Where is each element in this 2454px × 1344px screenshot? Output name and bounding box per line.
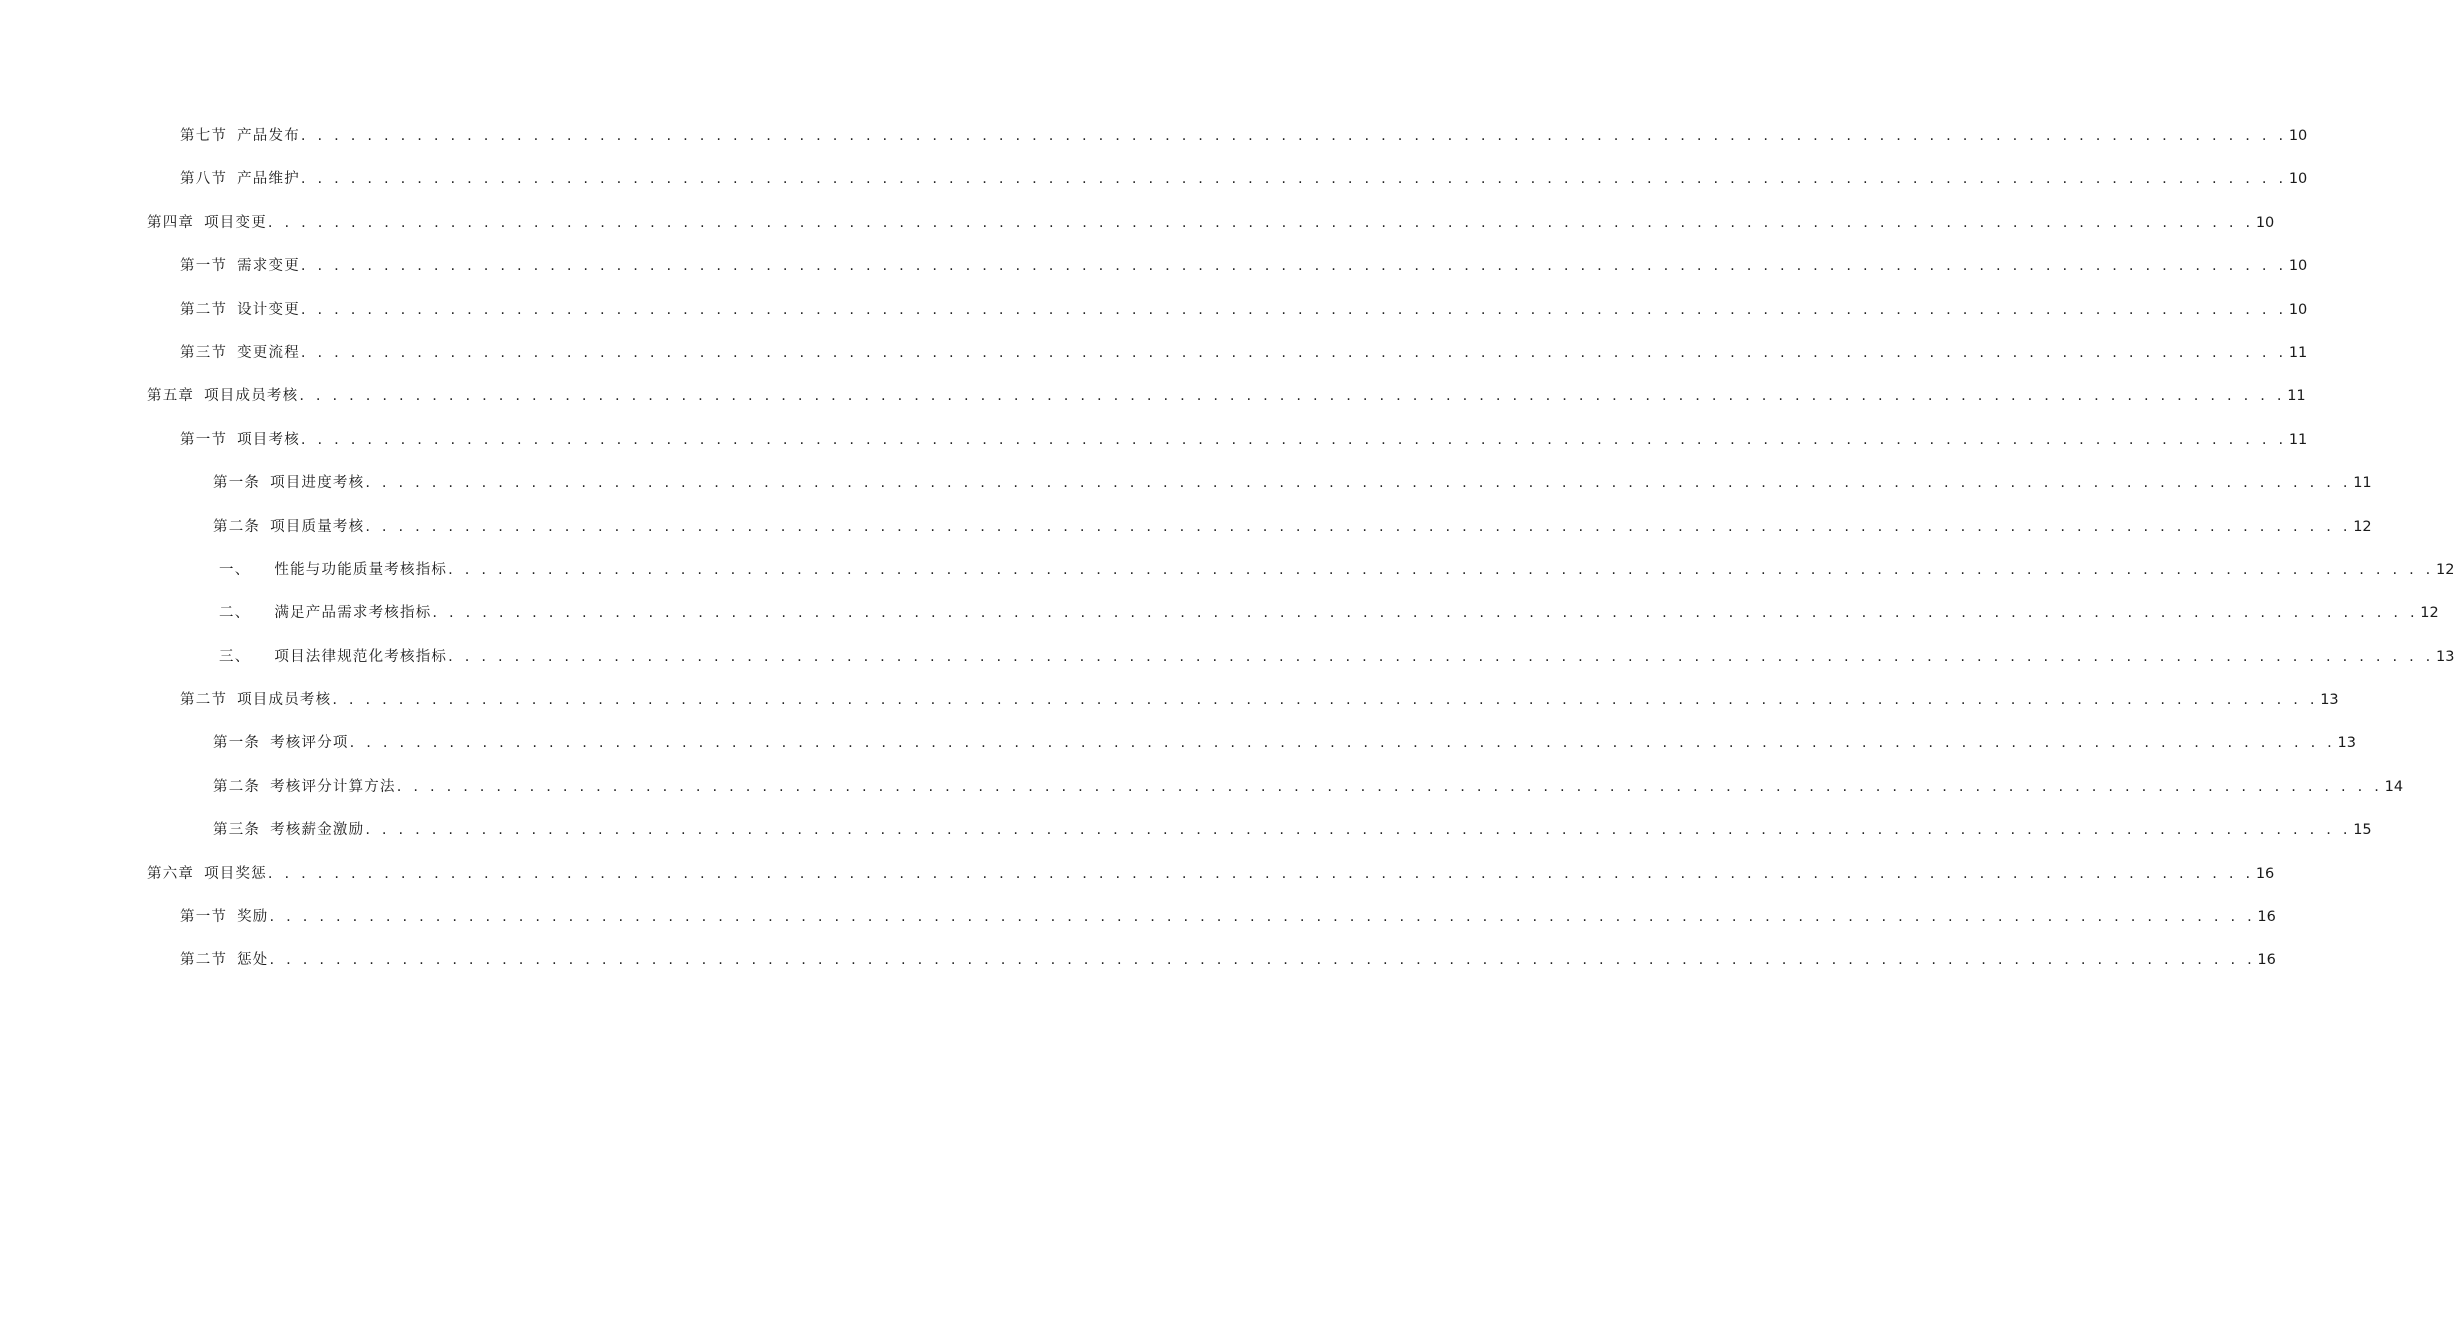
toc-entry-label — [213, 820, 364, 840]
toc-entry-page-number: 10 — [2288, 301, 2308, 318]
toc-entry-number: 第一条 — [213, 735, 261, 752]
toc-entry-label — [147, 386, 298, 406]
toc-entry-label — [180, 430, 300, 450]
toc-dot-leader: . . . . . . . . . . . . . . . . . . . . . . . . . . . . . . . . . . . . . . . . . . . . . . . . . . . . . . . . . . . . . . . . . . . . . . . . . . . . . . . . . . . . . . . . . . . . . . . . . . . . . . . . . . . . . . . . . . . . . . . . — [269, 952, 2256, 969]
toc-entry-title: 考核评分项 — [270, 735, 349, 752]
toc-dot-leader: . . . . . . . . . . . . . . . . . . . . . . . . . . . . . . . . . . . . . . . . . . . . . . . . . . . . . . . . . . . . . . . . . . . . . . . . . . . . . . . . . . . . . . . . . . . . . . . . . . . . . . . . . . . . . . . . . . . . . . . . — [300, 171, 2287, 188]
toc-dot-leader: . . . . . . . . . . . . . . . . . . . . . . . . . . . . . . . . . . . . . . . . . . . . . . . . . . . . . . . . . . . . . . . . . . . . . . . . . . . . . . . . . . . . . . . . . . . . . . . . . . . . . . . . . . . . . . . . . . . . . . . . — [267, 214, 2254, 231]
toc-entry-label — [213, 473, 364, 493]
toc-entry-page-number: 16 — [2255, 865, 2275, 882]
toc-entry-line — [213, 473, 2372, 493]
toc-entry-label — [219, 603, 431, 623]
toc-dot-leader: . . . . . . . . . . . . . . . . . . . . . . . . . . . . . . . . . . . . . . . . . . . . . . . . . . . . . . . . . . . . . . . . . . . . . . . . . . . . . . . . . . . . . . . . . . . . . . . . . . . . . . . . . . . . . . . . . . . . . . . . — [300, 431, 2287, 448]
toc-entry-title: 设计变更 — [237, 301, 300, 318]
toc-entry-title: 惩处 — [237, 952, 269, 969]
toc-entry-number: 第一条 — [213, 475, 261, 492]
toc-dot-leader: . . . . . . . . . . . . . . . . . . . . . . . . . . . . . . . . . . . . . . . . . . . . . . . . . . . . . . . . . . . . . . . . . . . . . . . . . . . . . . . . . . . . . . . . . . . . . . . . . . . . . . . . . . . . . . . . . . . . . . . . — [365, 475, 2352, 492]
toc-entry-line — [180, 690, 2339, 710]
toc-entry-number: 第一节 — [180, 431, 228, 448]
toc-dot-leader: . . . . . . . . . . . . . . . . . . . . . . . . . . . . . . . . . . . . . . . . . . . . . . . . . . . . . . . . . . . . . . . . . . . . . . . . . . . . . . . . . . . . . . . . . . . . . . . . . . . . . . . . . . . . . . . . . . . . . . . . — [300, 128, 2287, 144]
toc-entry-title: 项目成员考核 — [204, 388, 299, 405]
toc-dot-leader: . . . . . . . . . . . . . . . . . . . . . . . . . . . . . . . . . . . . . . . . . . . . . . . . . . . . . . . . . . . . . . . . . . . . . . . . . . . . . . . . . . . . . . . . . . . . . . . . . . . . . . . . . . . . . . . . . . . . . . . . — [300, 301, 2287, 318]
toc-entry-page-number: 13 — [2337, 735, 2356, 752]
toc-entry-line — [147, 386, 2306, 406]
toc-entry-number: 第一节 — [180, 909, 228, 926]
toc-entry[interactable] — [0, 593, 2439, 636]
toc-entry-title: 满足产品需求考核指标 — [274, 605, 432, 622]
toc-entry[interactable] — [0, 854, 2275, 897]
toc-entry-label — [180, 907, 269, 927]
toc-entry[interactable] — [0, 723, 2356, 766]
toc-entry[interactable] — [0, 637, 2454, 680]
toc-entry[interactable] — [0, 420, 2308, 463]
toc-entry-title: 项目变更 — [204, 214, 267, 231]
table-of-contents — [0, 116, 2454, 984]
toc-dot-leader: . . . . . . . . . . . . . . . . . . . . . . . . . . . . . . . . . . . . . . . . . . . . . . . . . . . . . . . . . . . . . . . . . . . . . . . . . . . . . . . . . . . . . . . . . . . . . . . . . . . . . . . . . . . . . . . . . . . . . . . . — [365, 822, 2352, 839]
toc-entry[interactable] — [0, 463, 2372, 506]
toc-entry-title: 项目法律规范化考核指标 — [274, 648, 448, 665]
toc-entry[interactable] — [0, 116, 2308, 159]
toc-entry-line — [180, 430, 2308, 450]
toc-entry[interactable] — [0, 507, 2372, 550]
toc-entry-page-number: 11 — [2353, 475, 2372, 492]
toc-entry-title: 产品维护 — [237, 171, 300, 188]
toc-entry-page-number: 12 — [2436, 561, 2454, 578]
toc-entry-number: 第八节 — [180, 171, 228, 188]
toc-entry-line — [180, 907, 2276, 927]
toc-entry-number: 三、 — [219, 648, 251, 665]
toc-entry-page-number: 10 — [2288, 258, 2308, 275]
toc-entry-line — [219, 647, 2454, 667]
toc-entry[interactable] — [0, 810, 2372, 853]
toc-entry-title: 项目进度考核 — [270, 475, 365, 492]
toc-entry-label — [180, 256, 300, 276]
toc-entry-line — [147, 864, 2275, 884]
toc-entry-line — [213, 820, 2372, 840]
toc-entry[interactable] — [0, 767, 2404, 810]
toc-dot-leader: . . . . . . . . . . . . . . . . . . . . . . . . . . . . . . . . . . . . . . . . . . . . . . . . . . . . . . . . . . . . . . . . . . . . . . . . . . . . . . . . . . . . . . . . . . . . . . . . . . . . . . . . . . . . . . . . . . . . . . . . — [349, 735, 2336, 752]
toc-entry-line — [180, 169, 2308, 189]
toc-entry-page-number: 14 — [2384, 778, 2404, 795]
toc-entry-line — [180, 343, 2308, 363]
toc-entry-number: 第三条 — [213, 822, 261, 839]
toc-entry-line — [147, 213, 2275, 233]
toc-entry-number: 第一节 — [180, 258, 228, 275]
toc-entry-number: 第二条 — [213, 778, 261, 795]
toc-entry-title: 奖励 — [237, 909, 269, 926]
toc-entry-page-number: 12 — [2353, 518, 2372, 535]
toc-entry[interactable] — [0, 680, 2339, 723]
toc-entry-number: 一、 — [219, 561, 251, 578]
toc-entry-page-number: 10 — [2288, 128, 2308, 144]
toc-entry-label — [180, 950, 269, 970]
toc-entry-label — [180, 126, 300, 146]
toc-entry[interactable] — [0, 940, 2276, 983]
toc-dot-leader: . . . . . . . . . . . . . . . . . . . . . . . . . . . . . . . . . . . . . . . . . . . . . . . . . . . . . . . . . . . . . . . . . . . . . . . . . . . . . . . . . . . . . . . . . . . . . . . . . . . . . . . . . . . . . . . . . . . . . . . . — [269, 909, 2256, 926]
toc-entry[interactable] — [0, 290, 2308, 333]
toc-entry-label — [147, 213, 267, 233]
toc-entry-page-number: 16 — [2257, 952, 2276, 969]
toc-entry-line — [219, 603, 2439, 623]
toc-dot-leader: . . . . . . . . . . . . . . . . . . . . . . . . . . . . . . . . . . . . . . . . . . . . . . . . . . . . . . . . . . . . . . . . . . . . . . . . . . . . . . . . . . . . . . . . . . . . . . . . . . . . . . . . . . . . . . . . . . . . . . . . — [448, 648, 2434, 665]
toc-entry-number: 第二条 — [213, 518, 261, 535]
toc-dot-leader: . . . . . . . . . . . . . . . . . . . . . . . . . . . . . . . . . . . . . . . . . . . . . . . . . . . . . . . . . . . . . . . . . . . . . . . . . . . . . . . . . . . . . . . . . . . . . . . . . . . . . . . . . . . . . . . . . . . . . . . . — [300, 258, 2287, 275]
toc-entry-title: 变更流程 — [237, 344, 300, 361]
toc-dot-leader: . . . . . . . . . . . . . . . . . . . . . . . . . . . . . . . . . . . . . . . . . . . . . . . . . . . . . . . . . . . . . . . . . . . . . . . . . . . . . . . . . . . . . . . . . . . . . . . . . . . . . . . . . . . . . . . . . . . . . . . . — [365, 518, 2352, 535]
toc-entry-line — [213, 733, 2356, 753]
toc-dot-leader: . . . . . . . . . . . . . . . . . . . . . . . . . . . . . . . . . . . . . . . . . . . . . . . . . . . . . . . . . . . . . . . . . . . . . . . . . . . . . . . . . . . . . . . . . . . . . . . . . . . . . . . . . . . . . . . . . . . . . . . . — [299, 388, 2286, 405]
toc-entry-page-number: 10 — [2255, 214, 2275, 231]
toc-entry-number: 第四章 — [147, 214, 195, 231]
toc-entry-line — [180, 300, 2308, 320]
toc-entry-title: 考核薪金激励 — [270, 822, 365, 839]
toc-dot-leader: . . . . . . . . . . . . . . . . . . . . . . . . . . . . . . . . . . . . . . . . . . . . . . . . . . . . . . . . . . . . . . . . . . . . . . . . . . . . . . . . . . . . . . . . . . . . . . . . . . . . . . . . . . . . . . . . . . . . . . . . — [332, 692, 2319, 709]
toc-entry-number: 二、 — [219, 605, 251, 622]
toc-entry-title: 项目成员考核 — [237, 692, 332, 709]
toc-dot-leader: . . . . . . . . . . . . . . . . . . . . . . . . . . . . . . . . . . . . . . . . . . . . . . . . . . . . . . . . . . . . . . . . . . . . . . . . . . . . . . . . . . . . . . . . . . . . . . . . . . . . . . . . . . . . . . . . . . . . . . . . — [300, 344, 2287, 361]
toc-entry-line — [219, 560, 2454, 580]
toc-entry-label — [219, 560, 447, 580]
toc-entry-label — [180, 343, 300, 363]
toc-entry-label — [213, 517, 364, 537]
toc-entry-title: 项目考核 — [237, 431, 300, 448]
toc-entry-page-number: 13 — [2320, 692, 2339, 709]
toc-entry-title: 性能与功能质量考核指标 — [274, 561, 448, 578]
toc-dot-leader: . . . . . . . . . . . . . . . . . . . . . . . . . . . . . . . . . . . . . . . . . . . . . . . . . . . . . . . . . . . . . . . . . . . . . . . . . . . . . . . . . . . . . . . . . . . . . . . . . . . . . . . . . . . . . . . . . . . . . . . . — [267, 865, 2254, 882]
toc-entry-page-number: 11 — [2288, 344, 2308, 361]
toc-entry-label — [213, 733, 349, 753]
toc-entry[interactable] — [0, 376, 2306, 419]
toc-entry-page-number: 11 — [2288, 431, 2308, 448]
toc-entry-title: 项目质量考核 — [270, 518, 365, 535]
toc-entry-label — [180, 690, 331, 710]
toc-entry-line — [180, 256, 2308, 276]
toc-entry[interactable] — [0, 333, 2308, 376]
toc-entry-number: 第二节 — [180, 952, 228, 969]
toc-entry[interactable] — [0, 246, 2308, 289]
toc-entry-page-number: 11 — [2287, 388, 2306, 405]
toc-entry-line — [213, 777, 2404, 797]
toc-entry-page-number: 16 — [2257, 909, 2276, 926]
toc-entry-page-number: 15 — [2353, 822, 2372, 839]
toc-entry-label — [180, 300, 300, 320]
toc-entry-label — [147, 864, 267, 884]
toc-entry-label — [213, 777, 396, 797]
toc-entry-page-number: 10 — [2288, 171, 2308, 188]
toc-entry[interactable] — [0, 203, 2275, 246]
toc-entry-line — [180, 950, 2276, 970]
toc-entry-title: 项目奖惩 — [204, 865, 267, 882]
toc-entry-title: 需求变更 — [237, 258, 300, 275]
toc-entry-number: 第六章 — [147, 865, 195, 882]
toc-entry-label — [219, 647, 447, 667]
toc-entry-number: 第二节 — [180, 301, 228, 318]
toc-entry-number: 第二节 — [180, 692, 228, 709]
toc-entry-page-number: 13 — [2436, 648, 2454, 665]
toc-entry-line — [180, 126, 2308, 146]
toc-entry-number: 第五章 — [147, 388, 195, 405]
toc-dot-leader: . . . . . . . . . . . . . . . . . . . . . . . . . . . . . . . . . . . . . . . . . . . . . . . . . . . . . . . . . . . . . . . . . . . . . . . . . . . . . . . . . . . . . . . . . . . . . . . . . . . . . . . . . . . . . . . . . . . . . . . . — [396, 778, 2383, 795]
toc-entry[interactable] — [0, 159, 2308, 202]
toc-entry[interactable] — [0, 550, 2454, 593]
toc-entry-title: 考核评分计算方法 — [270, 778, 396, 795]
toc-entry[interactable] — [0, 897, 2276, 940]
toc-entry-title: 产品发布 — [237, 128, 300, 144]
toc-dot-leader: . . . . . . . . . . . . . . . . . . . . . . . . . . . . . . . . . . . . . . . . . . . . . . . . . . . . . . . . . . . . . . . . . . . . . . . . . . . . . . . . . . . . . . . . . . . . . . . . . . . . . . . . . . . . . . . . . . . . . . . . — [448, 561, 2434, 578]
toc-entry-page-number: 12 — [2420, 605, 2439, 622]
toc-entry-label — [180, 169, 300, 189]
toc-entry-number: 第三节 — [180, 344, 228, 361]
toc-entry-number: 第七节 — [180, 128, 228, 144]
toc-entry-line — [213, 517, 2372, 537]
toc-dot-leader: . . . . . . . . . . . . . . . . . . . . . . . . . . . . . . . . . . . . . . . . . . . . . . . . . . . . . . . . . . . . . . . . . . . . . . . . . . . . . . . . . . . . . . . . . . . . . . . . . . . . . . . . . . . . . . . . . . . . . . . . — [432, 605, 2419, 622]
